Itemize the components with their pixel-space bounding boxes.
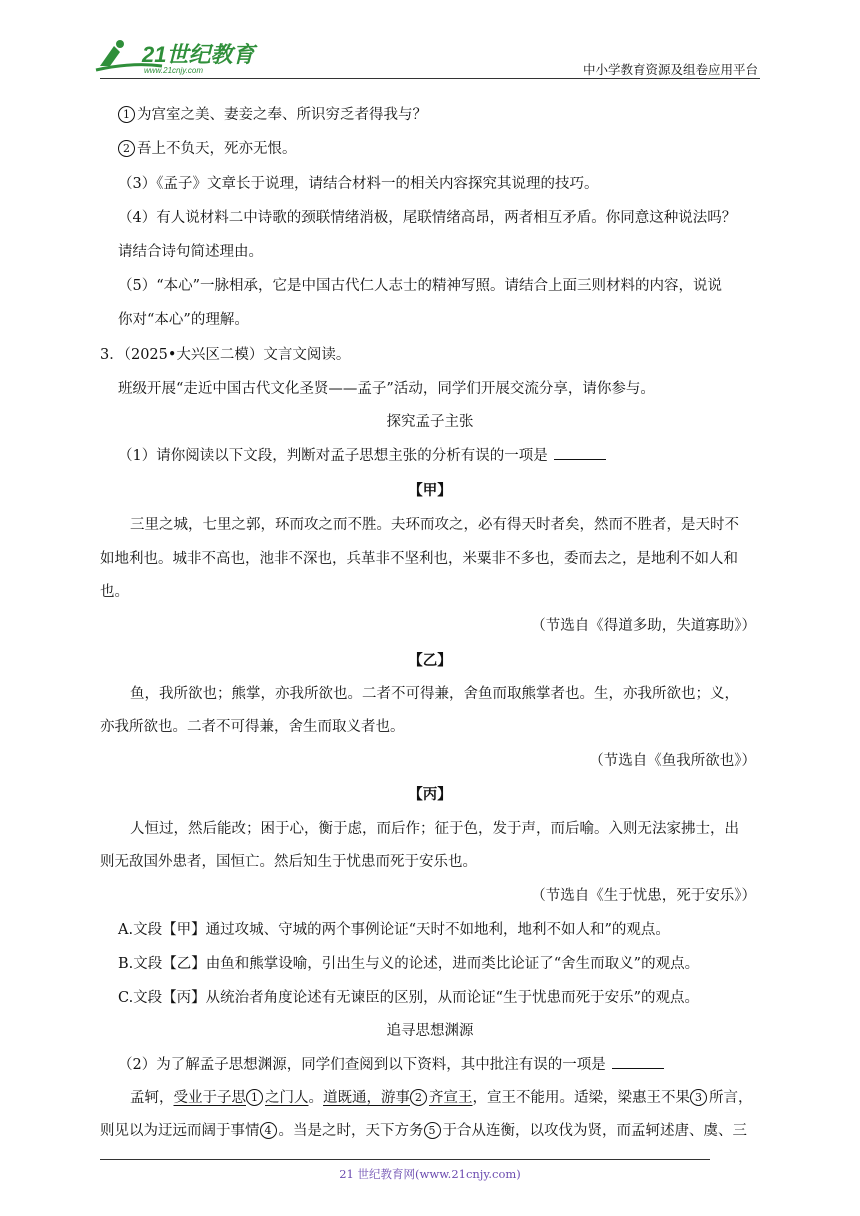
sub-question-3: （3）《孟子》文章长于说理，请结合材料一的相关内容探究其说理的技巧。 — [118, 176, 599, 192]
logo-url: www.21cnjy.com — [144, 66, 203, 75]
answer-blank[interactable] — [612, 1056, 664, 1069]
section-title-1: 探究孟子主张 — [386, 414, 474, 430]
annotation-marker: 4 — [260, 1122, 277, 1139]
sub-question-4-line1: （4）有人说材料二中诗歌的颈联情绪消极，尾联情绪高昂，两者相互矛盾。你同意这种说法吗？ — [118, 210, 737, 226]
option-c[interactable]: C.文段【丙】从统治者角度论述有无谏臣的区别，从而论证“生于忧患而死于安乐”的观点。 — [118, 990, 700, 1006]
sub-question-4-line2: 请结合诗句简述理由。 — [118, 244, 263, 260]
sub-question-5-line2: 你对“本心”的理解。 — [118, 312, 249, 328]
passage-yi-line1: 鱼，我所欲也；熊掌，亦我所欲也。二者不可得兼，舍鱼而取熊掌者也。生，亦我所欲也；义， — [130, 686, 739, 702]
item-2: 2 吾上不负天，死亦无恨。 — [118, 139, 297, 159]
passage-bing-source: （节选自《生于忧患，死于安乐》） — [531, 888, 756, 904]
passage-jia-line3: 也。 — [100, 584, 129, 600]
sub-question-1: （1）请你阅读以下文段，判断对孟子思想主张的分析有误的一项是 — [118, 446, 606, 466]
passage-jia-line2: 如地利也。城非不高也，池非不深也，兵革非不坚利也，米粟非不多也，委而去之，是地利不如人和 — [100, 551, 738, 567]
site-logo — [92, 36, 262, 76]
section-title-2: 追寻思想渊源 — [386, 1023, 474, 1039]
annotation-marker: 5 — [424, 1122, 441, 1139]
passage-yi-source: （节选自《鱼我所欲也》） — [589, 753, 756, 769]
passage-yi-line2: 亦我所欲也。二者不可得兼，舍生而取义者也。 — [100, 719, 405, 735]
passage-jia-line1: 三里之城，七里之郭，环而攻之而不胜。夫环而攻之，必有得天时者矣，然而不胜者，是天时不 — [130, 517, 739, 533]
passage-bing-line1: 人恒过，然后能改；困于心，衡于虑，而后作；征于色，发于声，而后喻。入则无法家拂士，出 — [130, 821, 739, 837]
option-b[interactable]: B.文段【乙】由鱼和熊掌设喻，引出生与义的论述，进而类比论证了“舍生而取义”的观点。 — [118, 956, 700, 972]
footer-text: 21 世纪教育网(www.21cnjy.com) — [339, 1167, 521, 1181]
passage-bing-title: 【丙】 — [408, 786, 452, 803]
circle-number: 1 — [118, 106, 135, 123]
platform-title: 中小学教育资源及组卷应用平台 — [582, 62, 758, 77]
item-1: 1 为宫室之美、妻妾之奉、所识穷乏者得我与？ — [118, 105, 427, 125]
annotation-marker: 1 — [246, 1089, 263, 1106]
passage-jia-title: 【甲】 — [408, 482, 452, 499]
passage-bing-line2: 则无敌国外患者，国恒亡。然后知生于忧患而死于安乐也。 — [100, 854, 477, 870]
option-a[interactable]: A.文段【甲】通过攻城、守城的两个事例论证“天时不如地利，地利不如人和”的观点。 — [118, 922, 670, 938]
question-3-intro: 班级开展“走近中国古代文化圣贤——孟子”活动，同学们开展交流分享，请你参与。 — [118, 381, 655, 397]
footer-divider — [100, 1159, 710, 1160]
logo-text: 21世纪教育 — [142, 42, 255, 67]
material-line1: 孟轲，受业于子思 1 之门人。道既通，游事 2 齐宣王，宣王不能用。适梁，梁惠王不果 3 所言， — [130, 1090, 753, 1106]
material-line2: 则见以为迂远而阔于事情 4 。当是之时，天下方务 5 于合从连衡，以攻伐为贤，而孟轲述唐、虞、三 — [100, 1123, 747, 1139]
question-3-head: 3．（2025•大兴区二模）文言文阅读。 — [100, 347, 351, 363]
annotation-marker: 2 — [410, 1089, 427, 1106]
passage-jia-source: （节选自《得道多助，失道寡助》） — [531, 618, 756, 634]
annotation-marker: 3 — [690, 1089, 707, 1106]
answer-blank[interactable] — [554, 447, 606, 460]
sub-question-2: （2）为了解孟子思想渊源，同学们查阅到以下资料，其中批注有误的一项是 — [118, 1055, 664, 1075]
sub-question-5-line1: （5）“本心”一脉相承，它是中国古代仁人志士的精神写照。请结合上面三则材料的内容，说说 — [118, 278, 723, 294]
passage-yi-title: 【乙】 — [408, 652, 452, 669]
circle-number: 2 — [118, 140, 135, 157]
header-divider — [100, 78, 760, 79]
